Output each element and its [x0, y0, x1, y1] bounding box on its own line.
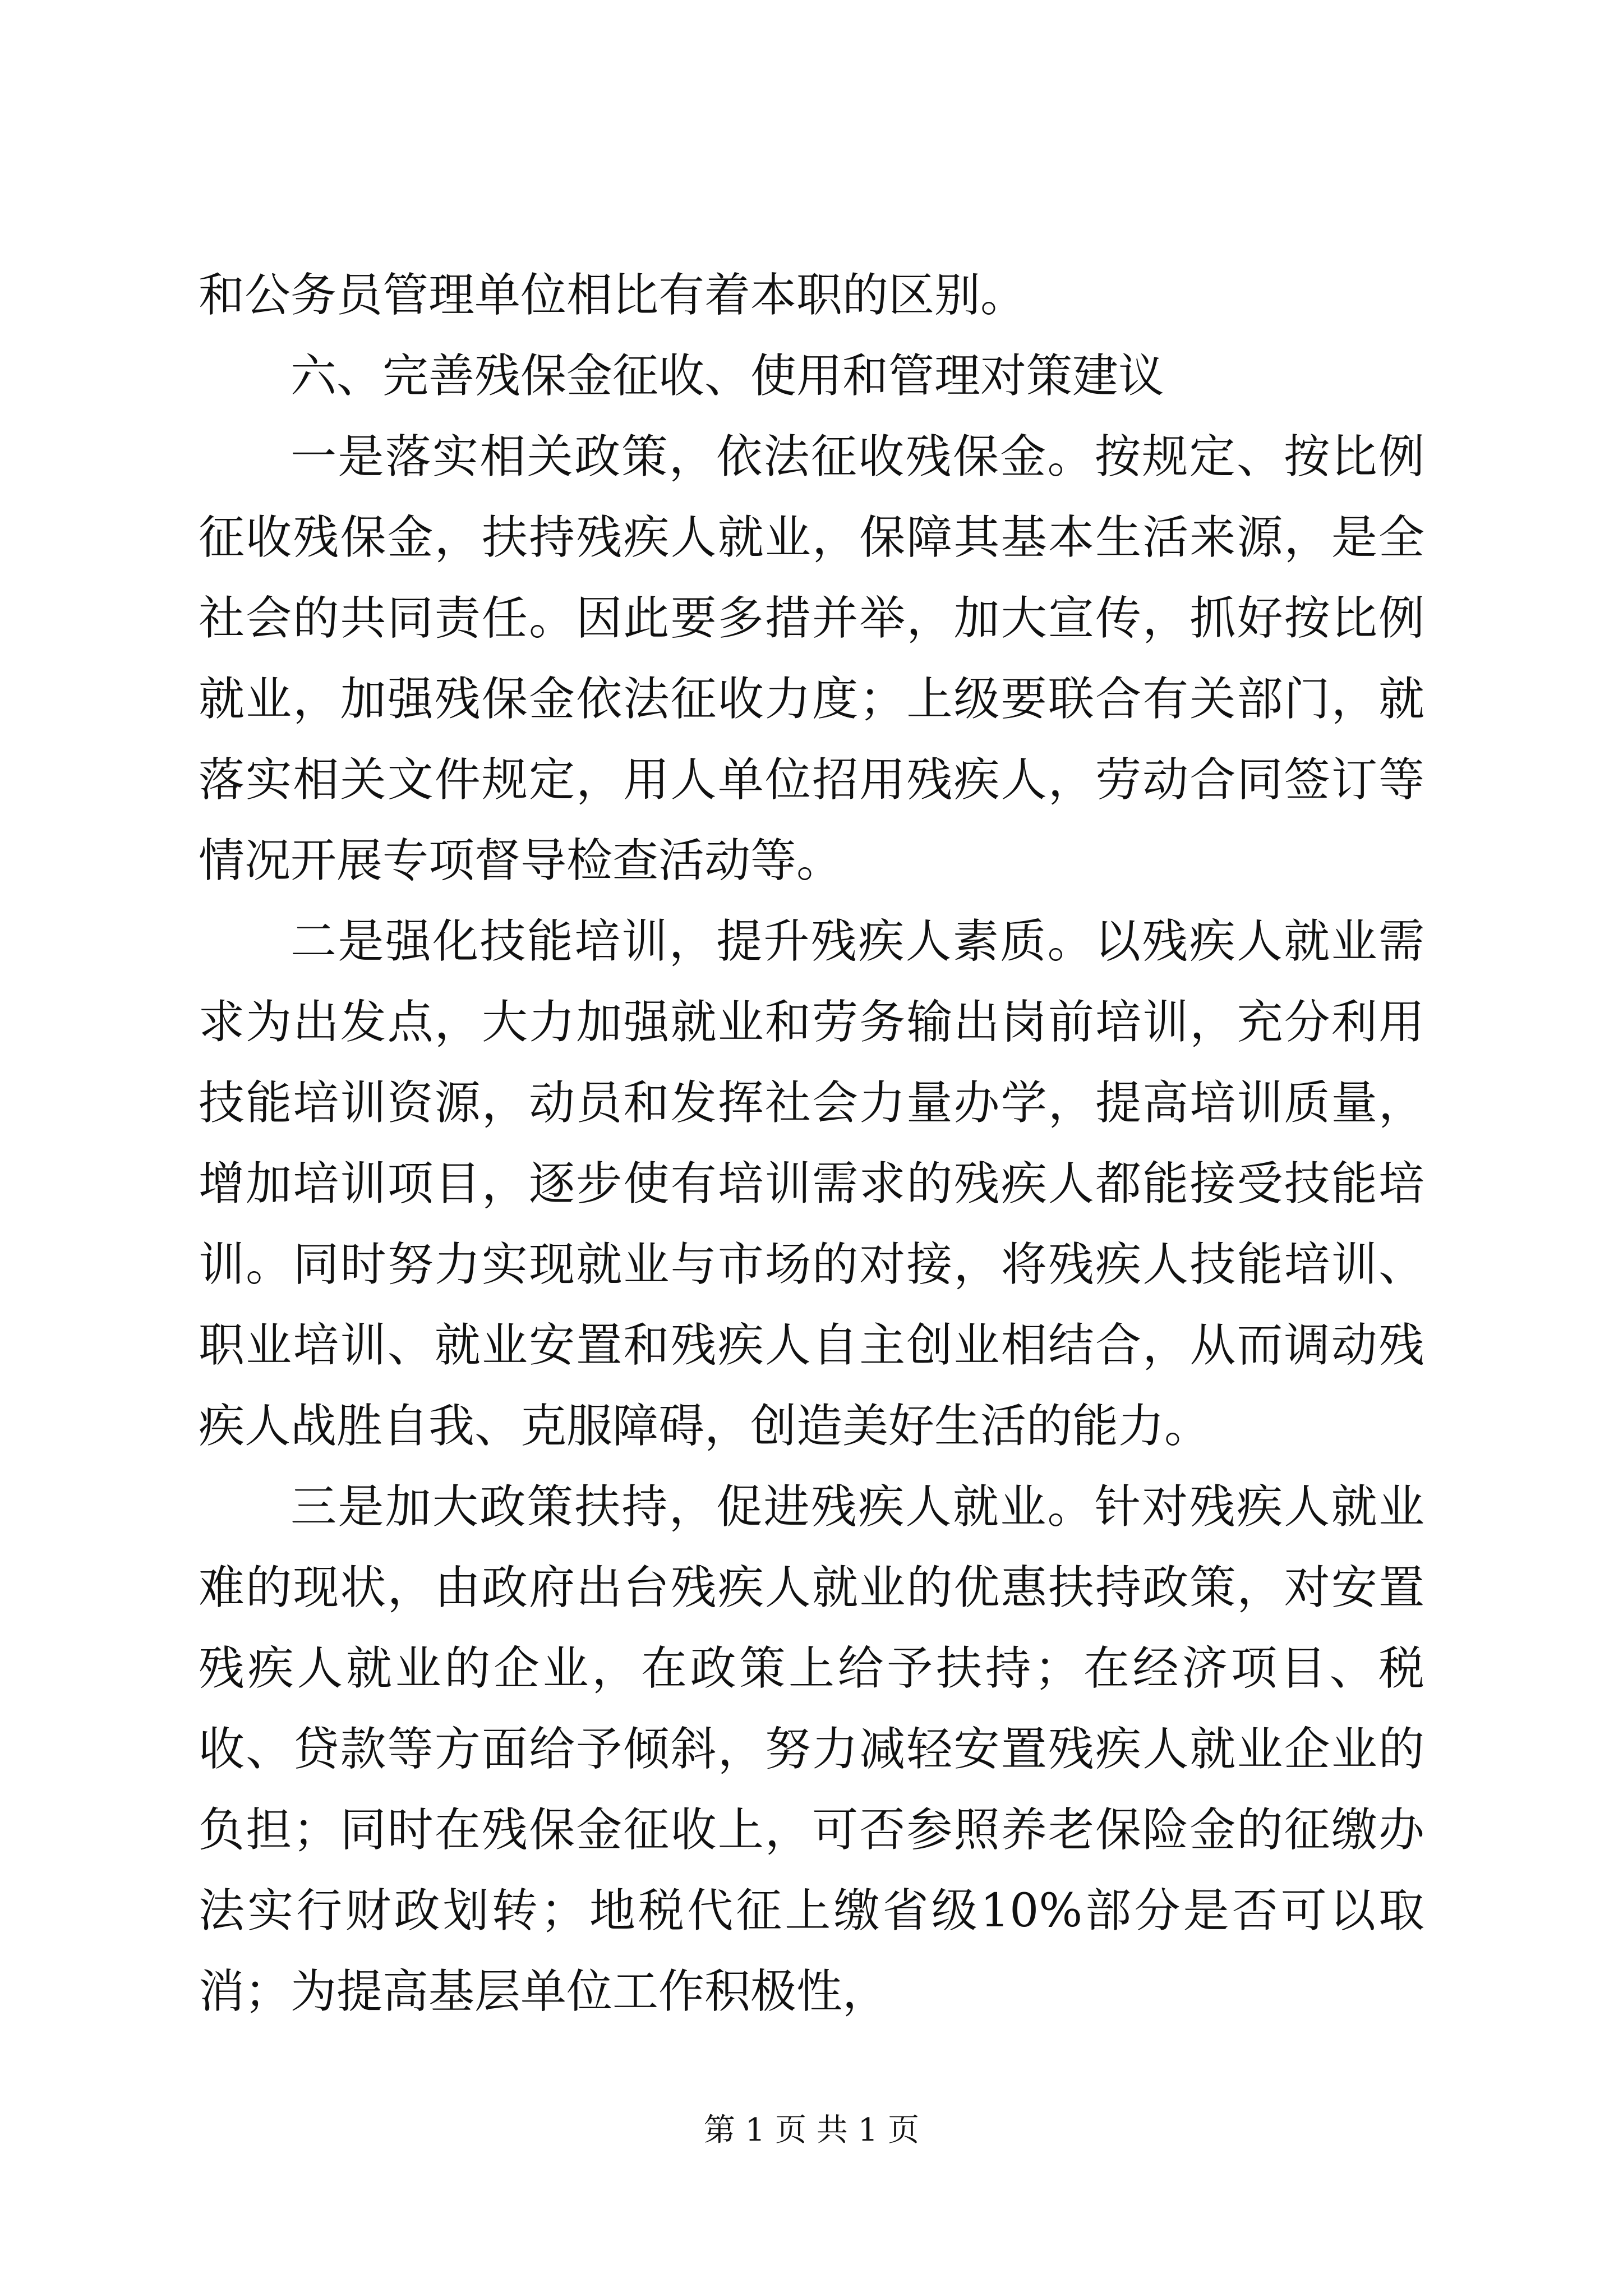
page-footer	[0, 2108, 1623, 2153]
section-heading: 六、完善残保金征收、使用和管理对策建议	[291, 349, 1165, 403]
page-number: 第 1 页 共 1 页	[703, 2112, 920, 2148]
paragraph-policy: 一是落实相关政策，依法征收残保金。按规定、按比例征收残保金，扶持残疾人就业，保障其基本生活来源，是全社会的共同责任。因此要多措并举，加大宣传，抓好按比例就业，加强残保金依法征收力度；上级要联合有关部门，就落实相关文件规定，用人单位招用残疾人，劳动合同签订等情况开展专项督导检查活动等。	[199, 430, 1424, 887]
paragraph-support: 三是加大政策扶持，促进残疾人就业。针对残疾人就业难的现状，由政府出台残疾人就业的优惠扶持政策，对安置残疾人就业的企业，在政策上给予扶持；在经济项目、税收、贷款等方面给予倾斜，努力减轻安置残疾人就业企业的负担；同时在残保金征收上，可否参照养老保险金的征缴办法实行财政划转；地税代征上缴省级10%部分是否可以取消；为提高基层单位工作积极性，	[199, 1480, 1424, 2018]
paragraph-training: 二是强化技能培训，提升残疾人素质。以残疾人就业需求为出发点，大力加强就业和劳务输出岗前培训，充分利用技能培训资源，动员和发挥社会力量办学，提高培训质量，增加培训项目，逐步使有培训需求的残疾人都能接受技能培训。同时努力实现就业与市场的对接，将残疾人技能培训、职业培训、就业安置和残疾人自主创业相结合，从而调动残疾人战胜自我、克服障碍，创造美好生活的能力。	[199, 915, 1424, 1453]
paragraph-continuation: 和公务员管理单位相比有着本职的区别。	[199, 269, 1027, 322]
document-body	[199, 255, 1424, 2032]
